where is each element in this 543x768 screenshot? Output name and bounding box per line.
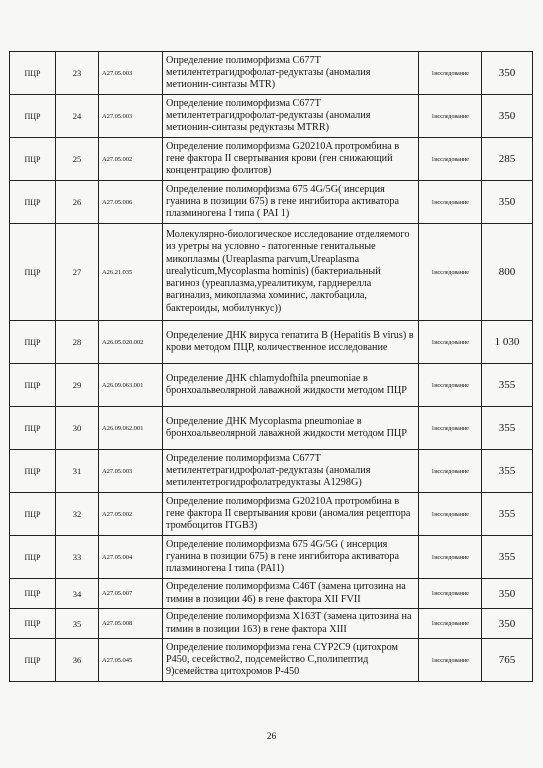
service-code-cell: A26.09.063.001 <box>99 364 163 407</box>
price-cell: 350 <box>482 95 533 138</box>
service-code-cell: A27.05.003 <box>99 95 163 138</box>
unit-cell: 1исследование <box>419 450 482 493</box>
unit-cell: 1исследование <box>419 52 482 95</box>
section-cell: ПЦР <box>10 579 56 609</box>
row-number-cell: 30 <box>56 407 99 450</box>
table-row <box>10 407 533 450</box>
section-cell: ПЦР <box>10 536 56 579</box>
price-table-body <box>10 52 533 682</box>
service-code-cell: A26.05.020.002 <box>99 321 163 364</box>
price-cell: 765 <box>482 639 533 682</box>
row-number-cell: 26 <box>56 181 99 224</box>
service-code-cell: A27.05.002 <box>99 493 163 536</box>
section-cell: ПЦР <box>10 95 56 138</box>
service-name-cell: Определение полиморфизма гена CYP2C9 (цитохром P450, сесейство2, подсемейство C,полипептид 9)семейства цитохромов Р-450 <box>163 639 419 682</box>
price-cell: 355 <box>482 536 533 579</box>
service-code-cell: A27.05.002 <box>99 138 163 181</box>
row-number-cell: 32 <box>56 493 99 536</box>
table-row <box>10 321 533 364</box>
service-name-cell: Определение ДНК chlamydofhila pneumoniae в бронхоальвеолярной лаважной жидкости методом ПЦР <box>163 364 419 407</box>
service-name-cell: Определение полиморфизма 675 4G/5G ( инсерция гуанина в позиции 675) в гене ингибитора активатора плазминогена I типа (PAI1) <box>163 536 419 579</box>
row-number-cell: 24 <box>56 95 99 138</box>
row-number-cell: 33 <box>56 536 99 579</box>
service-code-cell: A27.05.006 <box>99 181 163 224</box>
section-cell: ПЦР <box>10 609 56 639</box>
table-row <box>10 224 533 321</box>
service-name-cell: Определение полиморфизма C677T метилентетрагидрофолат-редуктазы (аномалия метионин-синтазы редуктазы MTRR) <box>163 95 419 138</box>
row-number-cell: 29 <box>56 364 99 407</box>
unit-cell: 1исследование <box>419 138 482 181</box>
service-code-cell: A27.05.003 <box>99 450 163 493</box>
service-name-cell: Определение полиморфизма C677T метилентетрагидрофолат-редуктазы (аномалия метилентетрогидрофолатредуктазы A1298G) <box>163 450 419 493</box>
unit-cell: 1исследование <box>419 407 482 450</box>
unit-cell: 1исследование <box>419 609 482 639</box>
service-name-cell: Определение полиморфизма X163T (замена цитозина на тимин в позиции 163) в гене фактора XIII <box>163 609 419 639</box>
section-cell: ПЦР <box>10 321 56 364</box>
unit-cell: 1исследование <box>419 181 482 224</box>
service-code-cell: A27.05.008 <box>99 609 163 639</box>
table-row <box>10 95 533 138</box>
unit-cell: 1исследование <box>419 639 482 682</box>
unit-cell: 1исследование <box>419 579 482 609</box>
price-cell: 350 <box>482 579 533 609</box>
row-number-cell: 36 <box>56 639 99 682</box>
row-number-cell: 35 <box>56 609 99 639</box>
service-code-cell: A26.21.035 <box>99 224 163 321</box>
row-number-cell: 23 <box>56 52 99 95</box>
table-row <box>10 579 533 609</box>
service-name-cell: Определение ДНК Mycoplasma pneumoniae в бронхоальвеолярной лаважной жидкости методом ПЦР <box>163 407 419 450</box>
price-cell: 1 030 <box>482 321 533 364</box>
price-cell: 800 <box>482 224 533 321</box>
price-cell: 350 <box>482 609 533 639</box>
table-row <box>10 138 533 181</box>
page-number: 26 <box>266 732 277 742</box>
table-row <box>10 364 533 407</box>
row-number-cell: 28 <box>56 321 99 364</box>
price-cell: 355 <box>482 407 533 450</box>
unit-cell: 1исследование <box>419 536 482 579</box>
service-name-cell: Определение полиморфизма C46T (замена цитозина на тимин в позиции 46) в гене фактора XII FVII <box>163 579 419 609</box>
service-name-cell: Определение полиморфизма G20210A протромбина в гене фактора II свертывания крови (аномалия рецептора тромбоцитов ITGB3) <box>163 493 419 536</box>
section-cell: ПЦР <box>10 364 56 407</box>
unit-cell: 1исследование <box>419 224 482 321</box>
price-table <box>9 51 533 682</box>
unit-cell: 1исследование <box>419 321 482 364</box>
section-cell: ПЦР <box>10 639 56 682</box>
row-number-cell: 27 <box>56 224 99 321</box>
table-row <box>10 493 533 536</box>
section-cell: ПЦР <box>10 407 56 450</box>
service-code-cell: A27.05.045 <box>99 639 163 682</box>
row-number-cell: 31 <box>56 450 99 493</box>
price-cell: 350 <box>482 52 533 95</box>
section-cell: ПЦР <box>10 181 56 224</box>
table-row <box>10 639 533 682</box>
price-cell: 285 <box>482 138 533 181</box>
service-code-cell: A27.05.007 <box>99 579 163 609</box>
unit-cell: 1исследование <box>419 95 482 138</box>
price-cell: 355 <box>482 364 533 407</box>
price-cell: 355 <box>482 493 533 536</box>
section-cell: ПЦР <box>10 52 56 95</box>
service-code-cell: A26.09.062.001 <box>99 407 163 450</box>
price-cell: 350 <box>482 181 533 224</box>
service-name-cell: Определение полиморфизма 675 4G/5G( инсерция гуанина в позиции 675) в гене ингибитора активатора плазминогена I типа ( PAI 1) <box>163 181 419 224</box>
table-row <box>10 609 533 639</box>
price-cell: 355 <box>482 450 533 493</box>
service-name-cell: Определение полиморфизма G20210A протромбина в гене фактора II свертывания крови (ген снижающий концентрацию фолитов) <box>163 138 419 181</box>
row-number-cell: 25 <box>56 138 99 181</box>
section-cell: ПЦР <box>10 138 56 181</box>
section-cell: ПЦР <box>10 224 56 321</box>
section-cell: ПЦР <box>10 450 56 493</box>
service-code-cell: A27.05.003 <box>99 52 163 95</box>
service-name-cell: Определение ДНК вируса гепатита В (Hepatitis B virus) в крови методом ПЦР, количественное исследование <box>163 321 419 364</box>
unit-cell: 1исследование <box>419 364 482 407</box>
row-number-cell: 34 <box>56 579 99 609</box>
service-name-cell: Определение полиморфизма C677T метилентетрагидрофолат-редуктазы (аномалия метионин-синтазы MTR) <box>163 52 419 95</box>
service-code-cell: A27.05.004 <box>99 536 163 579</box>
service-name-cell: Молекулярно-биологическое исследование отделяемого из уретры на условно - патогенные генитальные микоплазмы (Ureaplasma parvum,Ureaplasma urealyticum,Mycoplasma hominis) (бактериальный вагиноз (уреаплазма,уреалитикум, гарднерелла вагинализ, микоплазма хоминис, лактобацила, бактероиды, мобилункус)) <box>163 224 419 321</box>
table-row <box>10 450 533 493</box>
table-row <box>10 181 533 224</box>
table-row <box>10 536 533 579</box>
unit-cell: 1исследование <box>419 493 482 536</box>
table-row <box>10 52 533 95</box>
section-cell: ПЦР <box>10 493 56 536</box>
